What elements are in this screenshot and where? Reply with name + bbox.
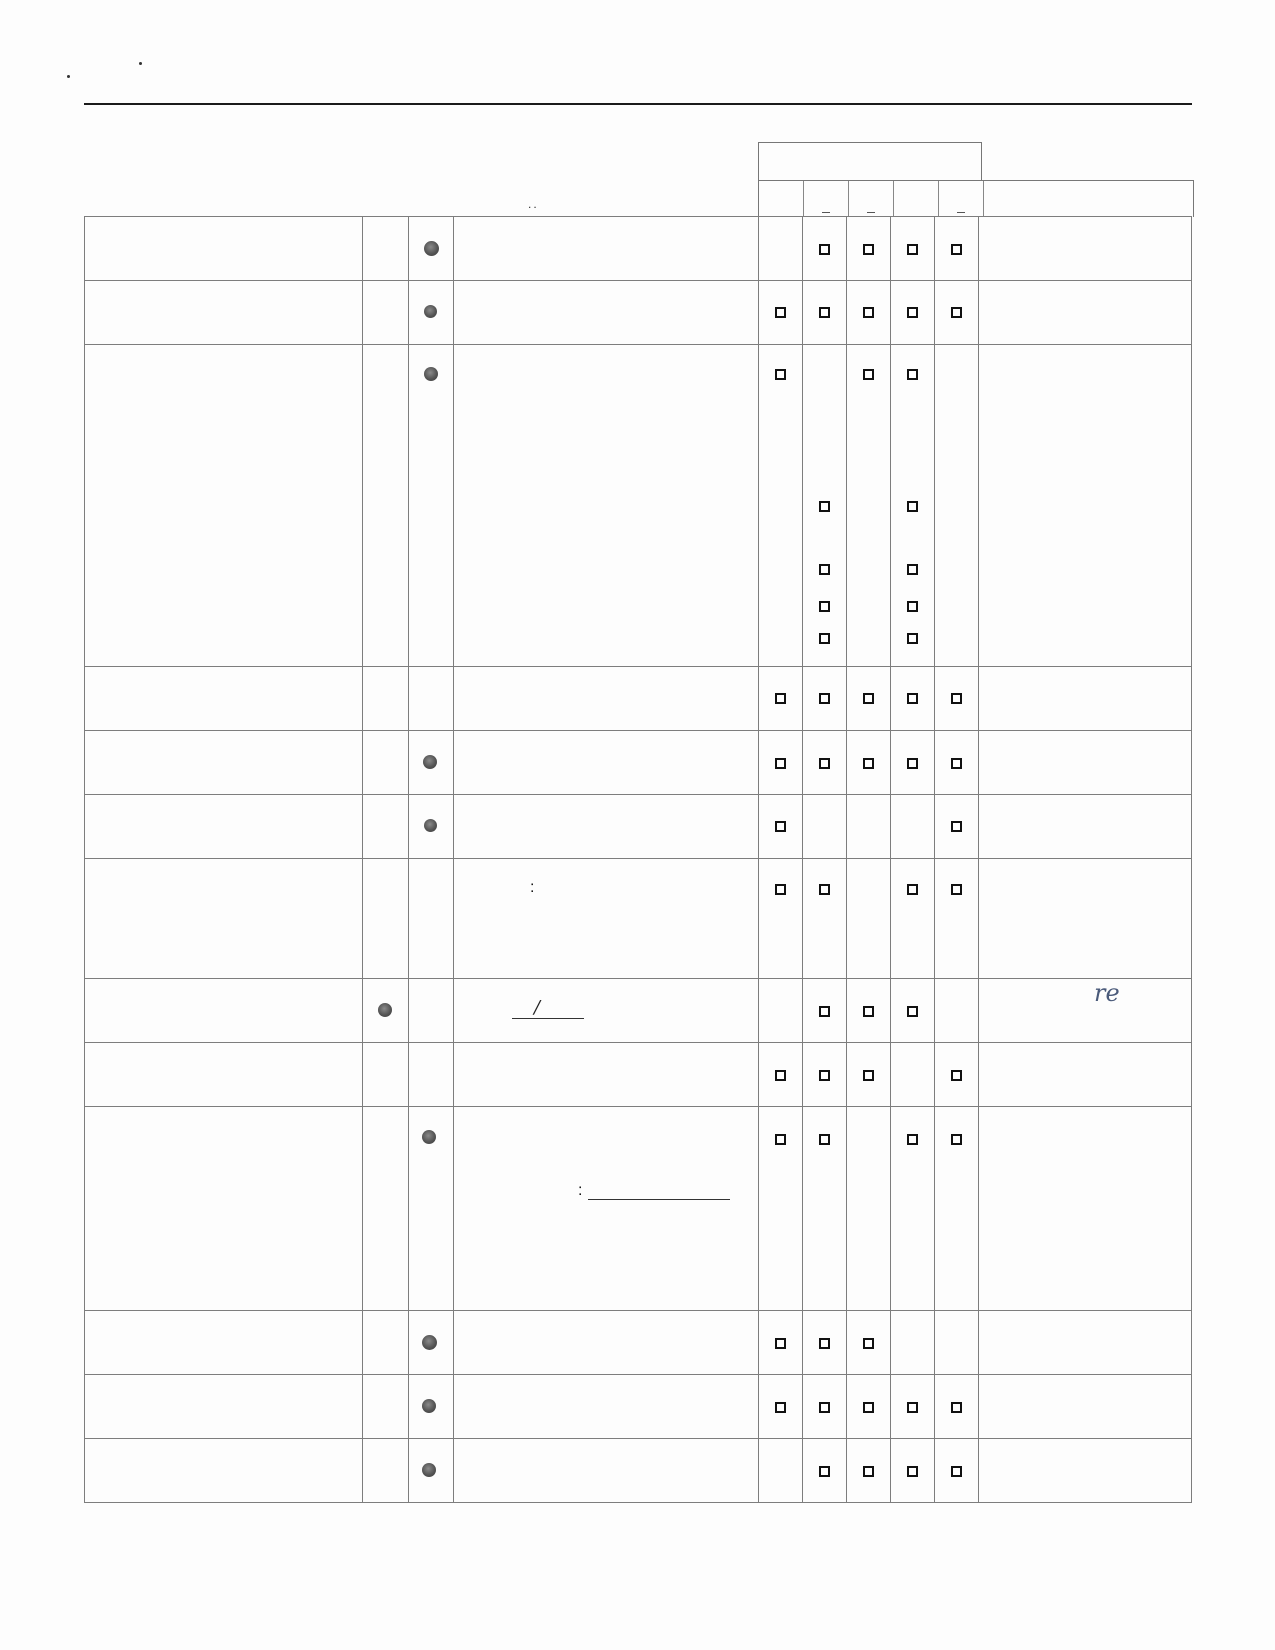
checkbox[interactable] xyxy=(907,758,918,769)
description-cell xyxy=(454,281,759,345)
checkbox[interactable] xyxy=(863,307,874,318)
table-row xyxy=(85,731,1192,795)
checkbox[interactable] xyxy=(907,884,918,895)
mark-cell-a xyxy=(363,1107,409,1311)
checkbox[interactable] xyxy=(907,244,918,255)
mark-cell-a xyxy=(363,667,409,731)
notes-cell xyxy=(979,979,1192,1043)
option-cell xyxy=(759,1439,803,1503)
notes-cell xyxy=(979,795,1192,859)
item-cell xyxy=(85,345,363,667)
option-cell xyxy=(803,1043,847,1107)
checkbox[interactable] xyxy=(951,1466,962,1477)
option-cell xyxy=(891,1375,935,1439)
option-cell xyxy=(847,217,891,281)
description-cell xyxy=(454,1375,759,1439)
mark-cell-a xyxy=(363,1311,409,1375)
description-cell xyxy=(454,1107,759,1311)
notes-cell xyxy=(979,731,1192,795)
table-row xyxy=(85,667,1192,731)
option-cell xyxy=(847,281,891,345)
description-cell xyxy=(454,731,759,795)
checkbox[interactable] xyxy=(775,1402,786,1413)
table-row xyxy=(85,217,1192,281)
notes-cell xyxy=(979,1107,1192,1311)
column-header-3 xyxy=(849,181,894,217)
option-cell xyxy=(759,795,803,859)
option-cell xyxy=(803,1107,847,1311)
checkbox[interactable] xyxy=(907,564,918,575)
fill-in-line xyxy=(512,1018,584,1019)
filled-bullet xyxy=(422,1463,436,1477)
option-cell xyxy=(803,345,847,667)
option-cell xyxy=(803,1375,847,1439)
option-cell xyxy=(935,795,979,859)
mark-cell-b xyxy=(409,1375,454,1439)
option-cell xyxy=(759,731,803,795)
option-cell xyxy=(847,979,891,1043)
checkbox[interactable] xyxy=(863,1338,874,1349)
checkbox[interactable] xyxy=(819,633,830,644)
form-table xyxy=(84,216,1192,1503)
option-cell xyxy=(847,731,891,795)
item-cell xyxy=(85,667,363,731)
checkbox[interactable] xyxy=(863,758,874,769)
item-cell xyxy=(85,1107,363,1311)
notes-cell xyxy=(979,345,1192,667)
checkbox[interactable] xyxy=(863,1466,874,1477)
option-cell xyxy=(935,979,979,1043)
checkbox[interactable] xyxy=(951,307,962,318)
scan-speck xyxy=(139,62,142,65)
mark-cell-b xyxy=(409,979,454,1043)
option-cell xyxy=(935,345,979,667)
option-cell xyxy=(803,731,847,795)
checkbox[interactable] xyxy=(907,1134,918,1145)
option-cell xyxy=(803,1439,847,1503)
option-cell xyxy=(847,1107,891,1311)
mark-cell-a xyxy=(363,281,409,345)
option-cell xyxy=(759,281,803,345)
option-cell xyxy=(891,1439,935,1503)
option-cell xyxy=(935,281,979,345)
checkbox[interactable] xyxy=(819,693,830,704)
checkbox[interactable] xyxy=(819,758,830,769)
option-cell xyxy=(891,281,935,345)
table-row xyxy=(85,1311,1192,1375)
mark-cell-a xyxy=(363,217,409,281)
table-row xyxy=(85,345,1192,667)
description-cell xyxy=(454,217,759,281)
mark-cell-a xyxy=(363,859,409,979)
checkbox[interactable] xyxy=(907,501,918,512)
option-cell xyxy=(935,667,979,731)
mark-cell-b xyxy=(409,731,454,795)
option-cell xyxy=(935,1107,979,1311)
option-cell xyxy=(891,1311,935,1375)
checkbox[interactable] xyxy=(951,821,962,832)
item-cell xyxy=(85,217,363,281)
option-cell xyxy=(891,795,935,859)
checkbox[interactable] xyxy=(775,693,786,704)
mark-cell-b xyxy=(409,795,454,859)
notes-cell xyxy=(979,1311,1192,1375)
checkbox[interactable] xyxy=(951,1402,962,1413)
checkbox[interactable] xyxy=(775,884,786,895)
column-header-5 xyxy=(939,181,984,217)
checkbox[interactable] xyxy=(819,1070,830,1081)
filled-bullet xyxy=(424,819,437,832)
checkbox[interactable] xyxy=(951,758,962,769)
description-cell xyxy=(454,795,759,859)
filled-bullet xyxy=(422,1335,437,1350)
option-cell xyxy=(803,795,847,859)
option-cell xyxy=(891,731,935,795)
filled-bullet xyxy=(378,1003,392,1017)
option-cell xyxy=(847,1375,891,1439)
table-row xyxy=(85,979,1192,1043)
filled-bullet xyxy=(424,305,437,318)
option-cell xyxy=(847,345,891,667)
description-cell xyxy=(454,345,759,667)
checkbox[interactable] xyxy=(819,501,830,512)
table-row xyxy=(85,1439,1192,1503)
mark-cell-b xyxy=(409,859,454,979)
option-cell xyxy=(935,859,979,979)
mark-cell-a xyxy=(363,731,409,795)
checkbox[interactable] xyxy=(863,244,874,255)
checkbox[interactable] xyxy=(819,601,830,612)
fill-in-line xyxy=(588,1199,730,1200)
checkbox[interactable] xyxy=(819,244,830,255)
checkbox[interactable] xyxy=(907,369,918,380)
item-cell xyxy=(85,1439,363,1503)
notes-cell xyxy=(979,1043,1192,1107)
checkbox[interactable] xyxy=(951,1070,962,1081)
option-cell xyxy=(803,281,847,345)
item-cell xyxy=(85,281,363,345)
table-row xyxy=(85,281,1192,345)
option-cell xyxy=(847,795,891,859)
option-cell xyxy=(935,1311,979,1375)
checkbox[interactable] xyxy=(951,1134,962,1145)
option-cell xyxy=(935,1375,979,1439)
checkbox[interactable] xyxy=(819,1006,830,1017)
notes-cell xyxy=(979,667,1192,731)
header-dots: .. xyxy=(528,197,539,211)
checkbox[interactable] xyxy=(819,1338,830,1349)
filled-bullet xyxy=(423,755,437,769)
checkbox[interactable] xyxy=(863,1402,874,1413)
option-cell xyxy=(759,217,803,281)
mark-cell-b xyxy=(409,1107,454,1311)
checkbox[interactable] xyxy=(819,1466,830,1477)
option-cell xyxy=(891,1107,935,1311)
item-cell xyxy=(85,1311,363,1375)
mark-cell-a xyxy=(363,795,409,859)
option-cell xyxy=(759,979,803,1043)
checkbox[interactable] xyxy=(951,693,962,704)
checkbox[interactable] xyxy=(863,1006,874,1017)
table-row xyxy=(85,795,1192,859)
column-header-4 xyxy=(894,181,939,217)
notes-cell xyxy=(979,217,1192,281)
item-cell xyxy=(85,795,363,859)
option-cell xyxy=(935,217,979,281)
mark-cell-b xyxy=(409,345,454,667)
notes-cell xyxy=(979,1439,1192,1503)
option-cell xyxy=(803,667,847,731)
option-cell xyxy=(847,1043,891,1107)
column-header-row xyxy=(758,180,1194,217)
filled-bullet xyxy=(422,1399,436,1413)
filled-bullet xyxy=(424,241,439,256)
mark-cell-b xyxy=(409,217,454,281)
mark-cell-b xyxy=(409,1311,454,1375)
option-cell xyxy=(891,979,935,1043)
option-cell xyxy=(891,345,935,667)
column-header-1 xyxy=(759,181,804,217)
checkbox[interactable] xyxy=(819,884,830,895)
checkbox[interactable] xyxy=(907,1466,918,1477)
checkbox[interactable] xyxy=(819,564,830,575)
checkbox[interactable] xyxy=(907,307,918,318)
option-cell xyxy=(759,667,803,731)
scan-speck xyxy=(67,75,70,78)
filled-bullet xyxy=(422,1130,436,1144)
option-cell xyxy=(847,1311,891,1375)
description-cell xyxy=(454,1311,759,1375)
checkbox[interactable] xyxy=(951,244,962,255)
option-cell xyxy=(759,1311,803,1375)
option-cell xyxy=(759,1107,803,1311)
mark-cell-a xyxy=(363,1375,409,1439)
handwritten-note: re xyxy=(1094,979,1120,1007)
option-cell xyxy=(847,1439,891,1503)
description-cell xyxy=(454,1439,759,1503)
option-cell xyxy=(803,1311,847,1375)
handwritten-slash: / xyxy=(534,997,541,1018)
option-cell xyxy=(891,667,935,731)
mark-cell-a xyxy=(363,1439,409,1503)
description-cell xyxy=(454,979,759,1043)
description-cell xyxy=(454,1043,759,1107)
option-cell xyxy=(803,217,847,281)
checkbox[interactable] xyxy=(863,693,874,704)
mark-cell-b xyxy=(409,281,454,345)
mark-cell-b xyxy=(409,667,454,731)
checkbox[interactable] xyxy=(819,1402,830,1413)
checkbox[interactable] xyxy=(863,369,874,380)
option-cell xyxy=(759,1043,803,1107)
table-row xyxy=(85,1043,1192,1107)
notes-cell xyxy=(979,281,1192,345)
checkbox[interactable] xyxy=(775,369,786,380)
option-cell xyxy=(759,345,803,667)
column-header-2 xyxy=(804,181,849,217)
option-cell xyxy=(935,1043,979,1107)
notes-cell xyxy=(979,1375,1192,1439)
option-cell xyxy=(935,731,979,795)
checkbox[interactable] xyxy=(907,633,918,644)
option-cell xyxy=(803,859,847,979)
table-row xyxy=(85,1375,1192,1439)
item-cell xyxy=(85,859,363,979)
option-cell xyxy=(759,1375,803,1439)
checkbox[interactable] xyxy=(907,1006,918,1017)
column-group-header xyxy=(758,142,982,181)
notes-cell xyxy=(979,859,1192,979)
filled-bullet xyxy=(424,367,438,381)
item-cell xyxy=(85,1043,363,1107)
option-cell xyxy=(847,859,891,979)
field-colon: : xyxy=(530,879,535,896)
item-cell xyxy=(85,731,363,795)
mark-cell-b xyxy=(409,1439,454,1503)
table-row xyxy=(85,859,1192,979)
option-cell xyxy=(891,859,935,979)
checkbox[interactable] xyxy=(907,1402,918,1413)
mark-cell-a xyxy=(363,1043,409,1107)
option-cell xyxy=(759,859,803,979)
item-cell xyxy=(85,1375,363,1439)
checkbox[interactable] xyxy=(907,601,918,612)
checkbox[interactable] xyxy=(775,821,786,832)
field-colon: : xyxy=(578,1182,583,1199)
checkbox[interactable] xyxy=(907,693,918,704)
option-cell xyxy=(847,667,891,731)
option-cell xyxy=(935,1439,979,1503)
mark-cell-a xyxy=(363,979,409,1043)
option-cell xyxy=(891,217,935,281)
checkbox[interactable] xyxy=(775,1070,786,1081)
checkbox[interactable] xyxy=(819,1134,830,1145)
checkbox[interactable] xyxy=(775,1338,786,1349)
checkbox[interactable] xyxy=(775,758,786,769)
option-cell xyxy=(803,979,847,1043)
checkbox[interactable] xyxy=(775,307,786,318)
header-rule xyxy=(84,103,1192,105)
mark-cell-a xyxy=(363,345,409,667)
checkbox[interactable] xyxy=(951,884,962,895)
table-row xyxy=(85,1107,1192,1311)
item-cell xyxy=(85,979,363,1043)
checkbox[interactable] xyxy=(863,1070,874,1081)
checkbox[interactable] xyxy=(775,1134,786,1145)
description-cell xyxy=(454,859,759,979)
option-cell xyxy=(891,1043,935,1107)
description-cell xyxy=(454,667,759,731)
mark-cell-b xyxy=(409,1043,454,1107)
checkbox[interactable] xyxy=(819,307,830,318)
